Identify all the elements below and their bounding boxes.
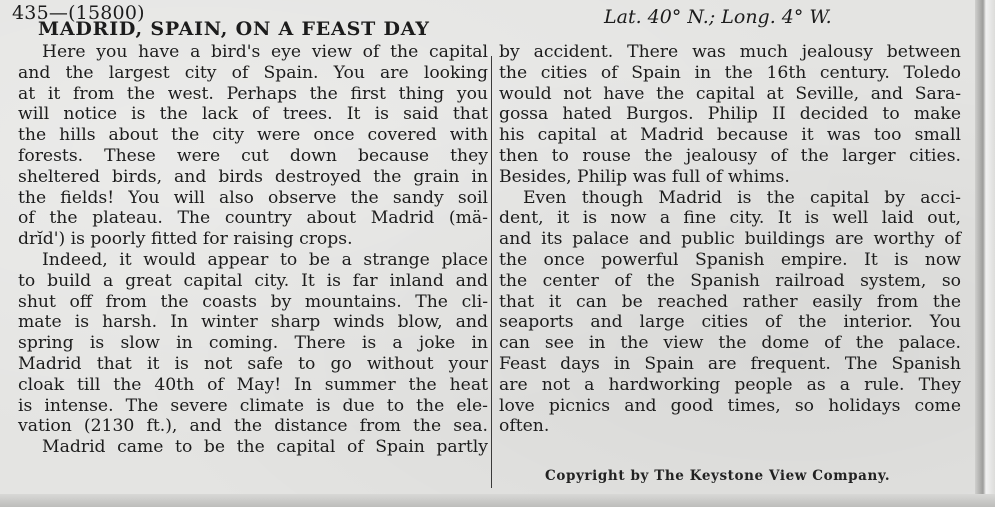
text-line: are not a hardworking people as a rule. They — [499, 374, 961, 395]
coordinates: Lat. 40° N.; Long. 4° W. — [604, 6, 832, 28]
text-line: the once powerful Spanish empire. It is now — [499, 249, 961, 270]
text-line: Madrid came to be the capital of Spain partly — [42, 437, 488, 458]
text-line: that it can be reached rather easily from the — [499, 291, 961, 312]
text-line: the cities of Spain in the 16th century. Toledo — [499, 62, 961, 83]
text-line: forests. These were cut down because they — [18, 145, 488, 166]
text-line: the fields! You will also observe the sandy soil — [18, 187, 488, 208]
text-line: drĭd') is poorly fitted for raising crops. — [18, 229, 353, 250]
text-line: and its palace and public buildings are worthy of — [499, 229, 961, 250]
text-line: cloak till the 40th of May! In summer the heat — [18, 374, 488, 395]
text-line: the hills about the city were once covered with — [18, 125, 488, 146]
text-line: often. — [499, 416, 550, 437]
text-line: can see in the view the dome of the palace. — [499, 333, 961, 354]
text-line: his capital at Madrid because it was too small — [499, 125, 961, 146]
text-line: gossa hated Burgos. Philip II decided to make — [499, 104, 961, 125]
text-line: shut off from the coasts by mountains. The cli- — [18, 291, 488, 312]
text-line: to build a great capital city. It is far inland and — [18, 270, 488, 291]
left-text-column — [18, 42, 488, 458]
page-title: MADRID, SPAIN, ON A FEAST DAY — [38, 18, 430, 40]
card-bottom-edge — [0, 494, 995, 507]
text-line: at it from the west. Perhaps the first thing you — [18, 83, 488, 104]
text-line: love picnics and good times, so holidays come — [499, 395, 961, 416]
text-line: will notice is the lack of trees. It is said that — [18, 104, 488, 125]
text-line: dent, it is now a fine city. It is well laid out, — [499, 208, 961, 229]
text-line: Madrid that it is not safe to go without your — [18, 353, 488, 374]
text-line: and the largest city of Spain. You are looking — [18, 62, 488, 83]
card-edge-shadow — [975, 0, 995, 507]
copyright-notice: Copyright by The Keystone View Company. — [545, 468, 891, 484]
text-line: of the plateau. The country about Madrid (mä- — [18, 208, 488, 229]
text-line: Feast days in Spain are frequent. The Spanish — [499, 353, 961, 374]
text-line: Indeed, it would appear to be a strange place — [42, 249, 488, 270]
text-line: seaports and large cities of the interior. You — [499, 312, 961, 333]
right-text-column — [499, 42, 961, 437]
text-line: mate is harsh. In winter sharp winds blow, and — [18, 312, 488, 333]
text-line: sheltered birds, and birds destroyed the grain in — [18, 166, 488, 187]
text-line: the center of the Spanish railroad system, so — [499, 270, 961, 291]
text-line: by accident. There was much jealousy between — [499, 42, 961, 62]
text-line: spring is slow in coming. There is a joke in — [18, 333, 488, 354]
text-line: Besides, Philip was full of whims. — [499, 166, 790, 187]
card-number: 435—(15800) — [12, 2, 145, 24]
text-line: would not have the capital at Seville, and Sara- — [499, 83, 961, 104]
text-line: Here you have a bird's eye view of the capital — [42, 42, 488, 62]
column-divider — [491, 56, 492, 488]
text-line: is intense. The severe climate is due to the ele- — [18, 395, 488, 416]
text-line: vation (2130 ft.), and the distance from the sea. — [18, 416, 488, 437]
text-line: Even though Madrid is the capital by acci- — [523, 187, 961, 208]
text-line: then to rouse the jealousy of the larger cities. — [499, 145, 961, 166]
